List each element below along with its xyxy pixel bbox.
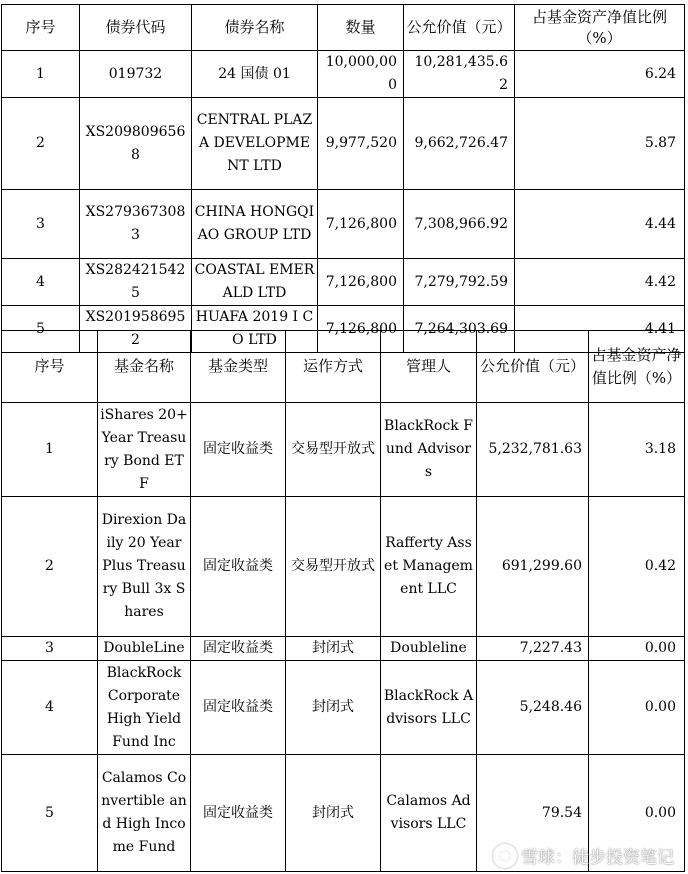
fund-row-type: 固定收益类 bbox=[191, 637, 286, 661]
bond-row-quantity: 7,126,800 bbox=[318, 306, 404, 353]
fund-row-manager: BlackRock Advisors LLC bbox=[381, 661, 477, 755]
bond-row-no: 3 bbox=[2, 190, 80, 259]
fund-row-ratio: 0.00 bbox=[589, 755, 685, 872]
fund-row-manager: Rafferty Asset Management LLC bbox=[381, 497, 477, 637]
table-row bbox=[2, 403, 685, 497]
bond-row-fair-value: 10,281,435.62 bbox=[404, 51, 515, 98]
bond-row-name: 24 国债 01 bbox=[192, 51, 318, 98]
fund-row-fair-value: 7,227.43 bbox=[477, 637, 589, 661]
fund-row-ratio: 0.42 bbox=[589, 497, 685, 637]
bond-header-name: 债券名称 bbox=[192, 5, 318, 51]
table-row bbox=[2, 190, 685, 259]
bond-header-code: 债券代码 bbox=[80, 5, 192, 51]
fund-row-no: 4 bbox=[2, 661, 98, 755]
fund-row-name: DoubleLine bbox=[98, 637, 191, 661]
bond-row-name: CHINA HONGQIAO GROUP LTD bbox=[192, 190, 318, 259]
fund-row-no: 1 bbox=[2, 403, 98, 497]
bond-row-no: 5 bbox=[2, 306, 80, 353]
fund-row-manager: Calamos Advisors LLC bbox=[381, 755, 477, 872]
bond-header-quantity: 数量 bbox=[318, 5, 404, 51]
fund-row-type: 固定收益类 bbox=[191, 755, 286, 872]
fund-header-name: 基金名称 bbox=[98, 331, 191, 403]
fund-header-type: 基金类型 bbox=[191, 331, 286, 403]
fund-row-name: iShares 20+ Year Treasury Bond ETF bbox=[98, 403, 191, 497]
table-row bbox=[2, 98, 685, 190]
bond-row-quantity: 9,977,520 bbox=[318, 98, 404, 190]
fund-row-operation: 封闭式 bbox=[286, 755, 381, 872]
bond-row-fair-value: 7,264,303.69 bbox=[404, 306, 515, 353]
fund-row-no: 2 bbox=[2, 497, 98, 637]
table-row bbox=[2, 497, 685, 637]
bond-row-no: 2 bbox=[2, 98, 80, 190]
bond-row-ratio: 4.42 bbox=[515, 259, 685, 306]
fund-header-operation: 运作方式 bbox=[286, 331, 381, 403]
bond-row-no: 1 bbox=[2, 51, 80, 98]
fund-row-operation: 交易型开放式 bbox=[286, 497, 381, 637]
fund-row-fair-value: 79.54 bbox=[477, 755, 589, 872]
fund-row-operation: 封闭式 bbox=[286, 661, 381, 755]
snowball-logo-icon bbox=[493, 844, 517, 868]
fund-row-no: 3 bbox=[2, 637, 98, 661]
bond-header-ratio: 占基金资产净值比例（%） bbox=[515, 5, 685, 51]
fund-row-ratio: 0.00 bbox=[589, 637, 685, 661]
table-row bbox=[2, 661, 685, 755]
watermark bbox=[493, 843, 674, 868]
watermark-text: 雪球：徒步投资笔记 bbox=[521, 848, 674, 868]
bond-holdings-table bbox=[1, 4, 685, 353]
bond-row-name: COASTAL EMERALD LTD bbox=[192, 259, 318, 306]
fund-row-fair-value: 5,232,781.63 bbox=[477, 403, 589, 497]
bond-row-ratio: 4.44 bbox=[515, 190, 685, 259]
fund-row-name: Calamos Convertible and High Income Fund bbox=[98, 755, 191, 872]
bond-row-quantity: 7,126,800 bbox=[318, 259, 404, 306]
fund-holdings-table bbox=[1, 330, 685, 872]
bond-row-name: HUAFA 2019 I CO LTD bbox=[192, 306, 318, 353]
fund-row-name: BlackRock Corporate High Yield Fund Inc bbox=[98, 661, 191, 755]
table-row bbox=[2, 259, 685, 306]
fund-table-header-row bbox=[2, 331, 685, 403]
bond-row-ratio: 6.24 bbox=[515, 51, 685, 98]
table-row bbox=[2, 51, 685, 98]
fund-row-ratio: 3.18 bbox=[589, 403, 685, 497]
fund-header-manager: 管理人 bbox=[381, 331, 477, 403]
fund-row-type: 固定收益类 bbox=[191, 403, 286, 497]
fund-row-fair-value: 5,248.46 bbox=[477, 661, 589, 755]
fund-header-no: 序号 bbox=[2, 331, 98, 403]
bond-row-code: XS2019586952 bbox=[80, 306, 192, 353]
bond-header-fair-value: 公允价值（元） bbox=[404, 5, 515, 51]
fund-row-manager: BlackRock Fund Advisors bbox=[381, 403, 477, 497]
fund-row-fair-value: 691,299.60 bbox=[477, 497, 589, 637]
bond-row-code: 019732 bbox=[80, 51, 192, 98]
bond-row-code: XS2793673083 bbox=[80, 190, 192, 259]
fund-row-type: 固定收益类 bbox=[191, 497, 286, 637]
bond-row-code: XS2824215425 bbox=[80, 259, 192, 306]
fund-header-ratio: 占基金资产净值比例（%） bbox=[589, 331, 685, 403]
fund-row-operation: 封闭式 bbox=[286, 637, 381, 661]
fund-row-name: Direxion Daily 20 Year Plus Treasury Bull 3x Shares bbox=[98, 497, 191, 637]
bond-row-ratio: 5.87 bbox=[515, 98, 685, 190]
fund-row-operation: 交易型开放式 bbox=[286, 403, 381, 497]
bond-row-no: 4 bbox=[2, 259, 80, 306]
table-row bbox=[2, 637, 685, 661]
fund-row-no: 5 bbox=[2, 755, 98, 872]
fund-header-fair-value: 公允价值（元） bbox=[477, 331, 589, 403]
bond-row-ratio: 4.41 bbox=[515, 306, 685, 353]
bond-row-quantity: 10,000,000 bbox=[318, 51, 404, 98]
bond-row-name: CENTRAL PLAZA DEVELOPMENT LTD bbox=[192, 98, 318, 190]
fund-row-type: 固定收益类 bbox=[191, 661, 286, 755]
bond-row-fair-value: 7,308,966.92 bbox=[404, 190, 515, 259]
fund-row-manager: Doubleline bbox=[381, 637, 477, 661]
bond-table-header-row bbox=[2, 5, 685, 51]
bond-row-fair-value: 9,662,726.47 bbox=[404, 98, 515, 190]
fund-row-ratio: 0.00 bbox=[589, 661, 685, 755]
bond-row-fair-value: 7,279,792.59 bbox=[404, 259, 515, 306]
bond-header-no: 序号 bbox=[2, 5, 80, 51]
bond-row-code: XS2098096568 bbox=[80, 98, 192, 190]
bond-row-quantity: 7,126,800 bbox=[318, 190, 404, 259]
